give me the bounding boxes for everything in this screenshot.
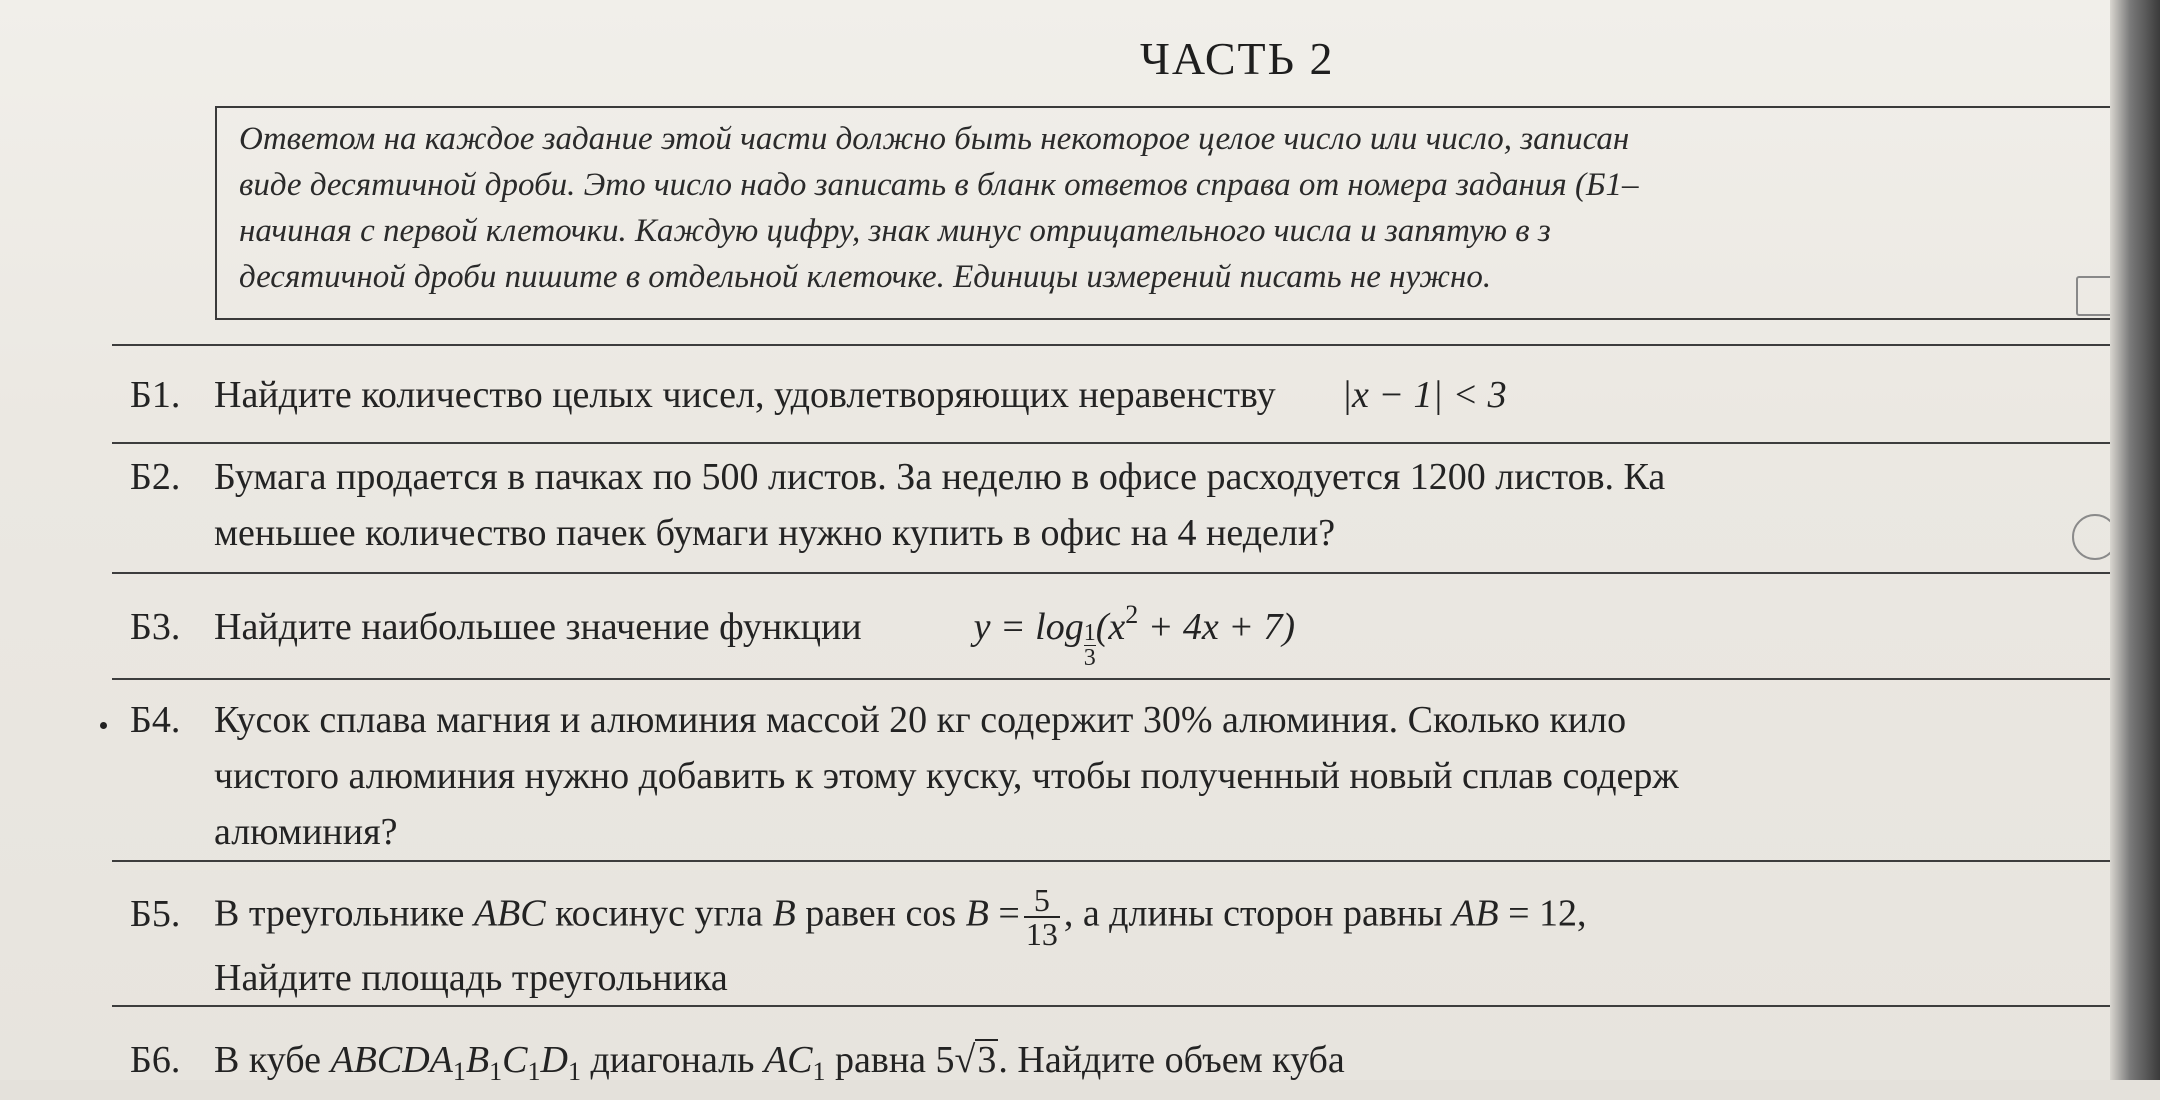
task-text: косинус угла [545,892,773,935]
diagonal-vertices: AC [763,1039,813,1081]
divider [112,1005,2160,1007]
formula-argument-rest: + 4x + 7) [1138,606,1296,648]
task-text: . Найдите объем куба [998,1039,1345,1081]
cosine-fraction [1024,884,1060,950]
sqrt-sign: √ [954,1039,976,1081]
page-edge-shadow [2110,0,2160,1080]
log-base [1084,621,1096,670]
task-text: чистого алюминия нужно добавить к этому куску, чтобы полученный новый сплав содерж [214,755,1679,797]
task-text: меньшее количество пачек бумаги нужно купить в офис на 4 недели? [214,512,1336,554]
task-text: Кусок сплава магния и алюминия массой 20 кг содержит 30% алюминия. Сколько кило [214,699,1627,741]
instructions-line: начиная с первой клеточки. Каждую цифру, знак минус отрицательного числа и запятую в з [239,213,1551,249]
task-number: Б3. [130,606,181,648]
task-text: В кубе [214,1039,331,1081]
task-b4 [130,692,2160,860]
instructions-line: десятичной дроби пишите в отдельной клеточке. Единицы измерений писать не нужно. [239,259,1492,295]
divider [112,860,2160,862]
task-text: диагональ [580,1039,764,1081]
task-text: Найдите наибольшее значение функции [214,606,862,648]
log-base-denominator: 3 [1083,645,1096,671]
margin-dot [100,722,107,729]
subscript: 1 [489,1057,503,1086]
angle-name: B [965,892,989,935]
task-number: Б2. [130,456,181,498]
side-value: = 12, [1498,892,1587,935]
divider [112,442,2160,444]
cube-vertex: B [465,1039,490,1081]
task-text: равен [795,892,906,935]
equals-sign: = [988,892,1020,935]
task-b3 [130,587,2160,670]
subscript: 1 [527,1057,541,1086]
task-number: Б4. [130,699,181,741]
task-text: алюминия? [214,811,398,853]
triangle-name: ABC [473,892,546,935]
task-text: Бумага продается в пачках по 500 листов. За неделю в офисе расходуется 1200 листов. Ка [214,456,1666,498]
formula-argument: (x [1095,606,1126,648]
task-b6 [130,1032,2160,1100]
task-text: Найдите количество целых чисел, удовлетворяющих неравенству [214,374,1276,416]
angle-name: B [772,892,796,935]
subscript: 1 [812,1057,826,1086]
instructions-line: Ответом на каждое задание этой части должно быть некоторое целое число или число, записан [239,121,1630,157]
task-text: Найдите площадь треугольника [214,957,728,999]
log-base-numerator: 1 [1083,620,1096,646]
section-title: ЧАСТЬ 2 [1140,33,1335,84]
task-b5 [130,884,2160,1006]
divider [112,678,2160,680]
cube-vertex: C [502,1039,528,1081]
formula-lhs: y = log [973,606,1084,648]
task-b2 [130,449,2160,561]
subscript: 1 [452,1057,466,1086]
cos-label: cos [905,892,966,935]
inequality-formula: |x − 1| < 3 [1341,374,1507,416]
diagonal-name [763,1039,826,1086]
function-formula [973,600,1296,671]
task-b1 [130,367,2160,423]
fraction-numerator: 5 [1024,884,1060,918]
fraction-denominator: 13 [1025,916,1058,952]
subscript: 1 [567,1057,581,1086]
formula-exponent: 2 [1125,600,1139,629]
instructions-text [239,116,2160,300]
divider [112,344,2160,346]
divider [112,572,2160,574]
instructions-box [215,106,2160,320]
instructions-line: виде десятичной дроби. Это число надо записать в бланк ответов справа от номера задания (Б1– [239,167,1639,203]
task-text: равна 5 [825,1039,955,1081]
task-text: , а длины сторон равны [1063,892,1453,935]
side-name: AB [1452,892,1499,935]
task-number: Б5. [130,892,181,935]
cube-vertices: ABCDA [330,1039,453,1081]
task-text: В треугольнике [214,892,474,935]
sqrt-radicand: 3 [977,1039,997,1081]
cube-vertex: D [540,1039,568,1081]
task-number: Б1. [130,374,181,416]
cube-name [330,1039,581,1086]
task-number: Б6. [130,1039,181,1081]
